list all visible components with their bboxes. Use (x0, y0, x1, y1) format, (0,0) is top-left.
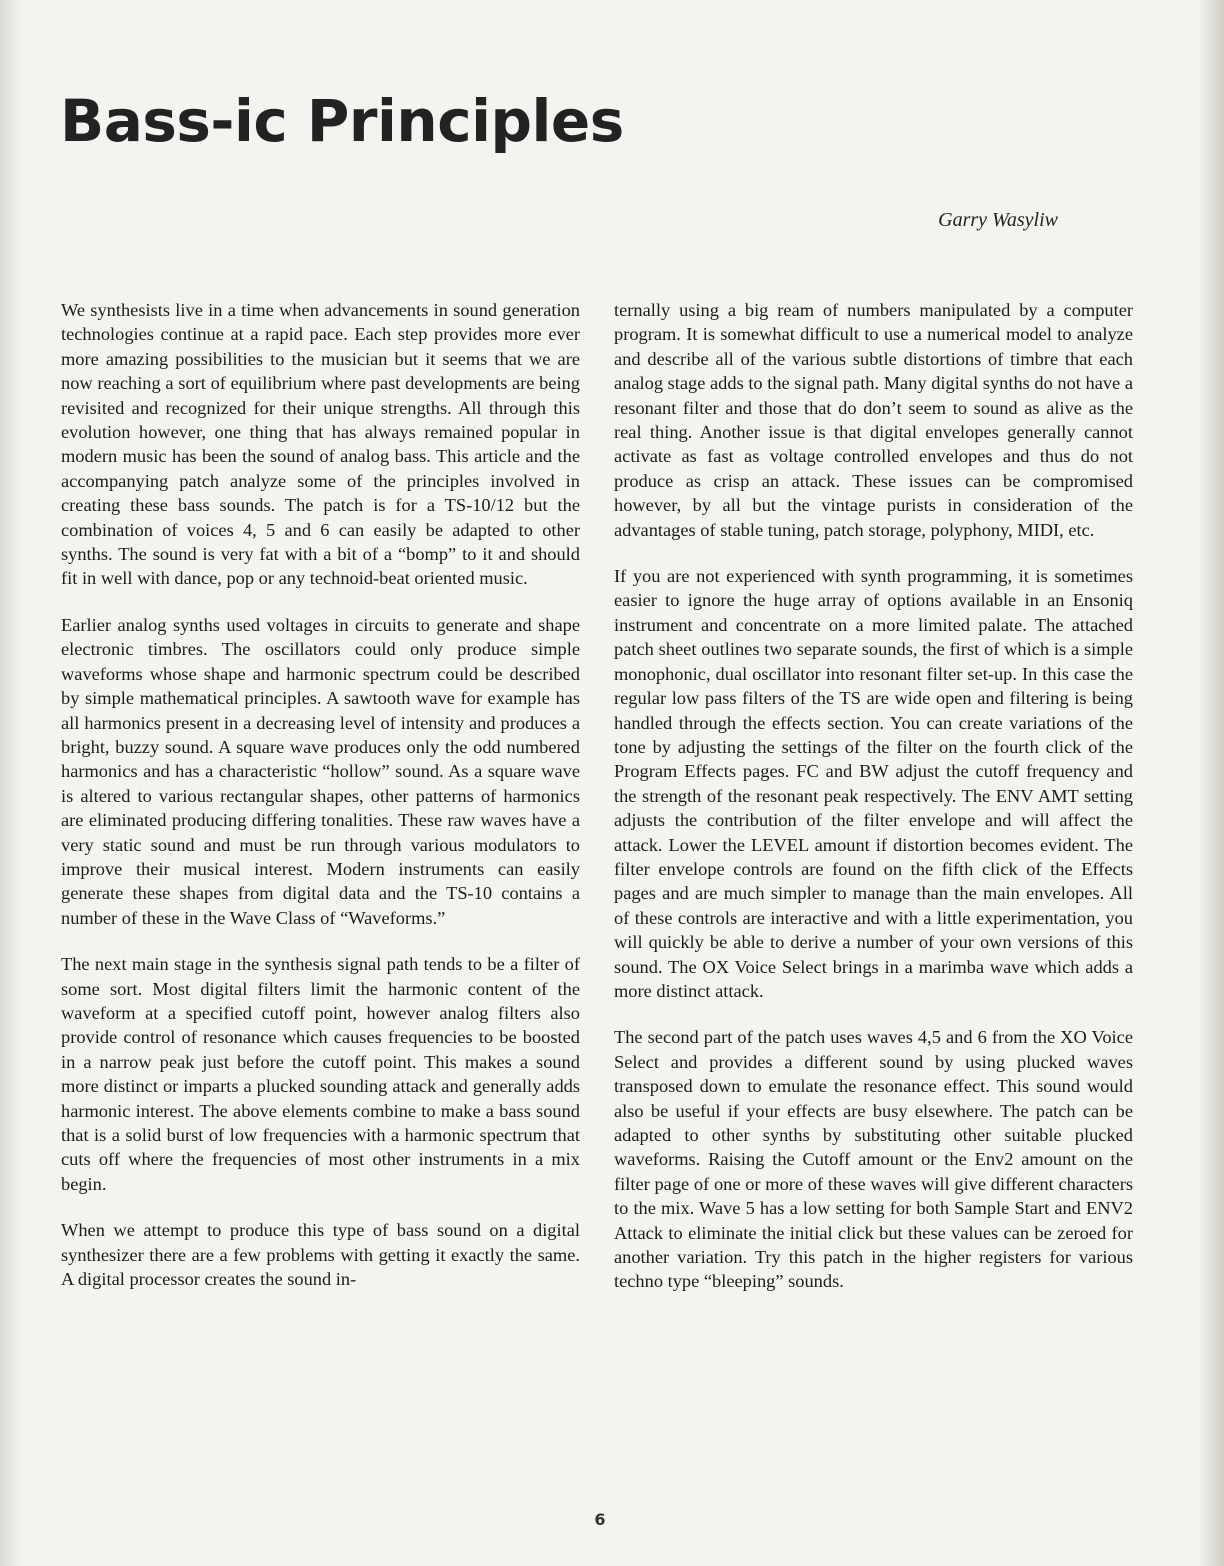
paragraph: We synthesists live in a time when advancements in sound generation technologies continue at a rapid pace. Each step provides more ever more amazing possibilities to the musician but it seems that we are now reaching a sort of equilibrium where past developments are being revisited and recognized for their unique strengths. All through this evolution however, one thing that has always remained popular in modern music has been the sound of analog bass. This article and the accompanying patch analyze some of the principles involved in creating these bass sounds. The patch is for a TS-10/12 but the combination of voices 4, 5 and 6 can easily be adapted to other synths. The sound is very fat with a bit of a “bomp” to it and should fit in well with dance, pop or any technoid-beat oriented music. (61, 300, 580, 589)
right-column (614, 298, 1133, 1316)
paragraph: When we attempt to produce this type of bass sound on a digital synthesizer there are a few problems with getting it exactly the same. A digital processor creates the sound in- (61, 1220, 580, 1290)
article-title: Bass-ic Principles (60, 87, 624, 155)
paragraph: Earlier analog synths used voltages in circuits to generate and shape electronic timbres. The oscillators could only produce simple waveforms whose shape and harmonic spectrum could be described by simple mathematical principles. A sawtooth wave for example has all harmonics present in a decreasing level of intensity and produces a bright, buzzy sound. A square wave produces only the odd numbered harmonics and has a characteristic “hollow” sound. As a square wave is altered to various rectangular shapes, other patterns of harmonics are eliminated producing differing tonalities. These raw waves have a very static sound and must be run through various modulators to improve their musical interest. Modern instruments can easily generate these shapes from digital data and the TS-10 contains a number of these in the Wave Class of “Waveforms.” (61, 614, 580, 928)
paragraph: The next main stage in the synthesis signal path tends to be a filter of some sort. Most digital filters limit the harmonic content of the waveform at a specified cutoff point, however analog filters also provide control of resonance which causes frequencies to be boosted in a narrow peak just before the cutoff point. This makes a sound more distinct or imparts a plucked sounding attack and generally adds harmonic interest. The above elements combine to make a bass sound that is a solid burst of low frequencies with a harmonic spectrum that cuts off where the frequencies of most other instruments in a mix begin. (61, 954, 580, 1194)
left-column (61, 298, 580, 1313)
page-edge-shadow-left (0, 0, 22, 1566)
page-edge-shadow-right (1198, 0, 1224, 1566)
paragraph: If you are not experienced with synth programming, it is sometimes easier to ignore the huge array of options available in an Ensoniq instrument and concentrate on a more limited palate. The attached patch sheet outlines two separate sounds, the first of which is a simple monophonic, dual oscillator into resonant filter set-up. In this case the regular low pass filters of the TS are wide open and filtering is being handled through the effects section. You can create variations of the tone by adjusting the settings of the filter on the fourth click of the Program Effects pages. FC and BW adjust the cutoff frequency and the strength of the resonant peak respectively. The ENV AMT setting adjusts the contribution of the filter envelope and will affect the attack. Lower the LEVEL amount if distortion becomes evident. The filter envelope controls are found on the fifth click of the Effects pages and are much simpler to manage than the main envelopes. All of these controls are interactive and with a little experimentation, you will quickly be able to derive a number of your own versions of this sound. The OX Voice Select brings in a marimba wave which adds a more distinct attack. (614, 566, 1133, 1001)
paragraph: ternally using a big ream of numbers manipulated by a computer program. It is somewhat difficult to use a numerical model to analyze and describe all of the various subtle distortions of timbre that each analog stage adds to the signal path. Many digital synths do not have a resonant filter and those that do don’t seem to sound as alive as the real thing. Another issue is that digital envelopes generally cannot activate as fast as voltage controlled envelopes and thus do not produce as crisp an attack. These issues can be compromised however, by all but the vintage purists in consideration of the advantages of stable tuning, patch storage, polyphony, MIDI, etc. (614, 300, 1133, 540)
article-author: Garry Wasyliw (938, 209, 1058, 231)
paragraph: The second part of the patch uses waves 4,5 and 6 from the XO Voice Select and provides a different sound by using plucked waves transposed down to emulate the resonance effect. This sound would also be useful if your effects are busy elsewhere. The patch can be adapted to other synths by substituting other suitable plucked waveforms. Raising the Cutoff amount or the Env2 amount on the filter page of one or more of these waves will give different characters to the mix. Wave 5 has a low setting for both Sample Start and ENV2 Attack to eliminate the initial click but these values can be zeroed for another variation. Try this patch in the higher registers for various techno type “bleeping” sounds. (614, 1027, 1133, 1292)
page-number: 6 (594, 1510, 606, 1529)
